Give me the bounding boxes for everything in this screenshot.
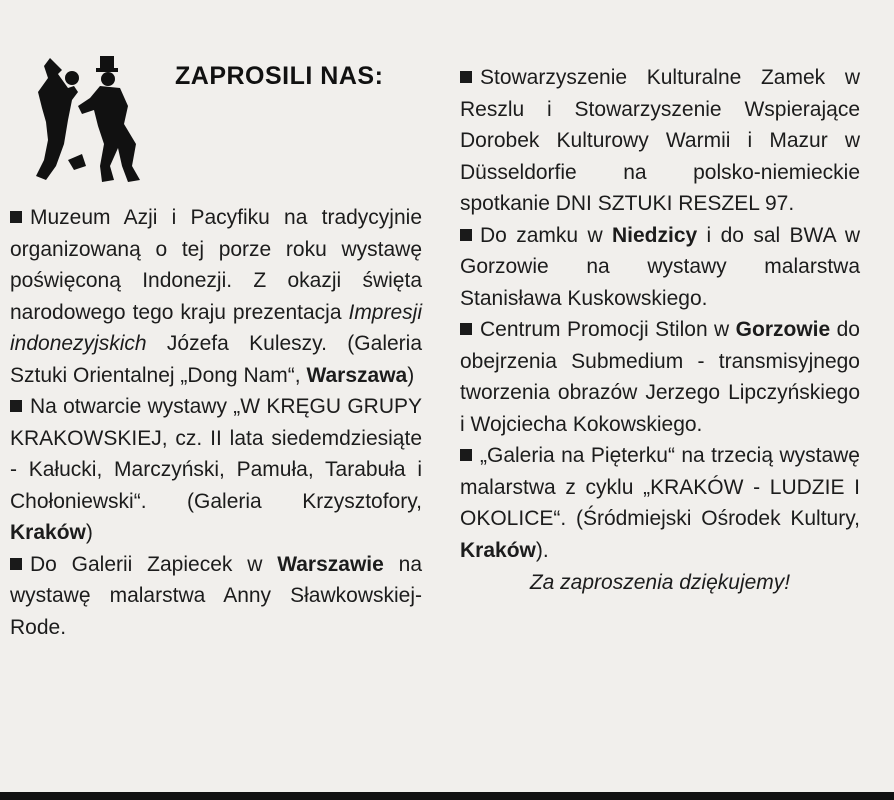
exhibition-title: Impresji indonezyjskich — [10, 300, 422, 355]
list-item — [460, 314, 860, 440]
bullet-square-icon — [460, 449, 472, 461]
city-name: Warszawie — [277, 552, 384, 576]
entry-text: ). — [535, 538, 549, 562]
city-name: Kraków — [460, 538, 536, 562]
list-item — [10, 202, 422, 391]
entry-text: ) — [85, 521, 93, 544]
list-item — [460, 220, 860, 315]
entry-text: Stowarzyszenie Kulturalne Zamek w Reszlu i Stowarzyszenie Wspierające Dorobek Kulturowy Warmii i Mazur w Düsseldorfie na polsko-niemieckie spotkanie DNI SZTUKI RESZEL 97. — [460, 66, 860, 215]
list-item — [10, 391, 422, 549]
bullet-square-icon — [10, 400, 22, 412]
list-item — [460, 62, 860, 220]
entry-text: i do sal BWA w Gorzowie na wystawy malarstwa Stanisława Kuskowskiego. — [460, 223, 860, 310]
entry-text: ) — [407, 363, 415, 387]
bullet-square-icon — [460, 323, 472, 335]
list-item — [10, 549, 422, 644]
bullet-square-icon — [460, 71, 472, 83]
city-name: Gorzowie — [735, 318, 831, 341]
city-name: Warszawa — [306, 363, 408, 387]
city-name: Kraków — [10, 521, 86, 544]
right-column — [460, 62, 860, 620]
entry-text: Na otwarcie wystawy „W KRĘGU GRUPY KRAKOWSKIEJ, cz. II lata siedemdziesiąte - Kałucki, Marczyński, Pamuła, Tarabuła i Chołoniewski“. (Galeria Krzysztofory, — [10, 395, 422, 513]
entry-text: Muzeum Azji i Pacyfiku na tradycyjnie organizowaną o tej porze roku wystawę poświęconą Indonezji. Z okazji święta narodowego tego kraju prezentacja — [10, 206, 422, 324]
entry-text: Do zamku w — [480, 223, 612, 247]
section-heading: ZAPROSILI NAS: — [175, 62, 384, 90]
bottom-rule — [0, 792, 894, 800]
dancing-figures-icon — [28, 48, 158, 188]
entry-text: do obejrzenia Submedium - transmisyjnego tworzenia obrazów Jerzego Lipczyńskiego i Wojciecha Kokowskiego. — [460, 318, 860, 436]
list-item — [460, 440, 860, 566]
bullet-square-icon — [10, 558, 22, 570]
closing-thanks: Za zaproszenia dziękujemy! — [529, 571, 791, 594]
left-column — [10, 202, 422, 643]
entry-text: Centrum Promocji Stilon w — [480, 318, 736, 341]
entry-text: Józefa Kuleszy. (Galeria Sztuki Orientalnej „Dong Nam“, — [10, 332, 422, 387]
bullet-square-icon — [460, 229, 472, 241]
entry-text: „Galeria na Pięterku“ na trzecią wystawę malarstwa z cyklu „KRAKÓW - LUDZIE I OKOLICE“. (Śródmiejski Ośrodek Kultury, — [460, 444, 860, 530]
bullet-square-icon — [10, 211, 22, 223]
place-name: Niedzicy — [611, 223, 698, 247]
entry-text: Do Galerii Zapiecek w — [30, 552, 278, 576]
entry-text: na wystawę malarstwa Anny Sławkowskiej-Rode. — [10, 552, 422, 639]
